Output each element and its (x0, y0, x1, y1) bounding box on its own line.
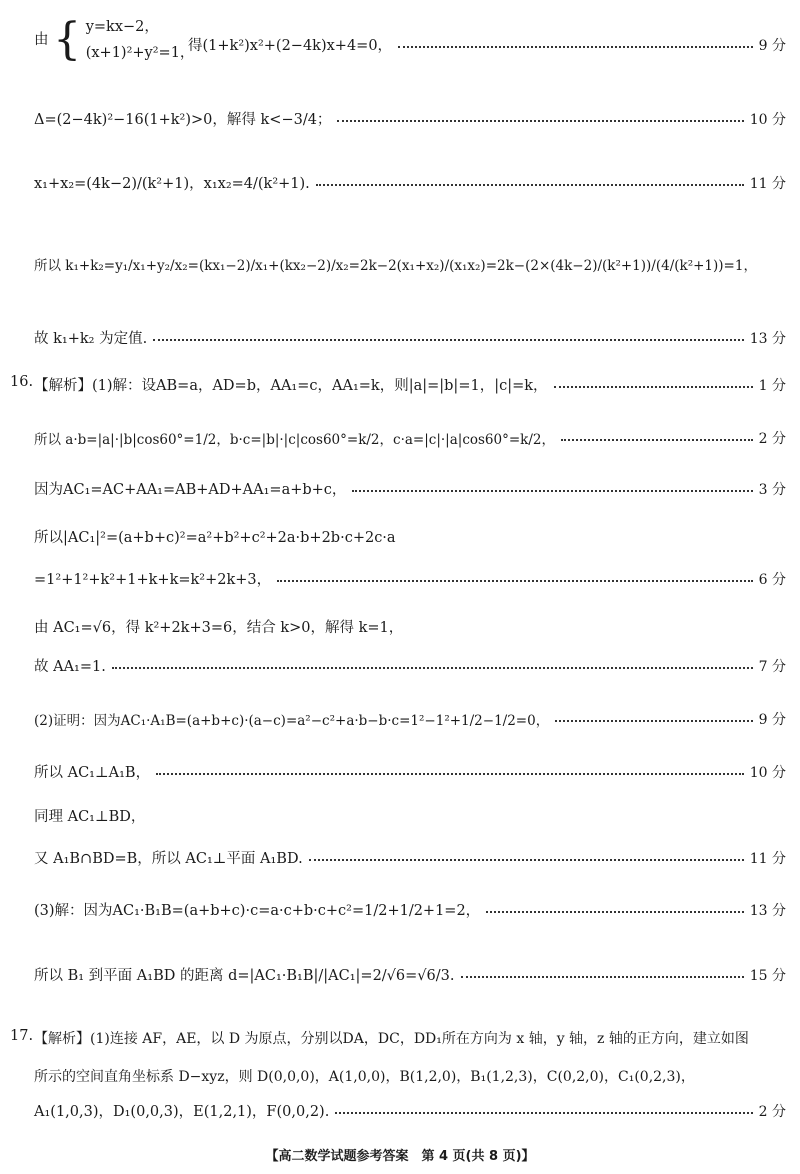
score-label: 2 分 (758, 431, 786, 447)
q17-line-3 (34, 1100, 786, 1121)
q16-line (34, 899, 786, 920)
brace-row-1: y=kx−2， (85, 19, 159, 35)
score-label: 9 分 (758, 37, 786, 54)
line-expression: 【解析】(1)解：设AB=a，AD=b，AA₁=c，AA₁=k，则|a|=|b|=1，|c|=k， (34, 378, 548, 394)
answer-line (34, 172, 786, 193)
leader-dots (554, 386, 753, 388)
line-expression: 得(1+k²)x²+(2−4k)x+4=0， (188, 38, 393, 54)
q16-line (34, 964, 786, 985)
equation-system (34, 14, 194, 66)
line-expression: Δ=(2−4k)²−16(1+k²)>0，解得 k<−3/4； (34, 112, 332, 128)
leader-dots (555, 720, 752, 722)
answer-line (34, 327, 786, 348)
score-label: 13 分 (749, 330, 786, 347)
brace-rows (86, 14, 195, 66)
score-label: 11 分 (749, 850, 786, 867)
q17-line-2: 所示的空间直角坐标系 D−xyz，则 D(0,0,0)，A(1,0,0)，B(1,2,0)，B₁(1,2,3)，C(0,2,0)，C₁(0,2,3)， (34, 1069, 695, 1085)
line-expression: 故 AA₁=1. (34, 659, 106, 675)
leader-dots (277, 580, 752, 582)
q16-line (34, 478, 786, 499)
leader-dots (561, 439, 753, 441)
question-number-17: 17. (10, 1028, 34, 1044)
leader-dots (335, 1112, 752, 1114)
q16-line: 所以|AC₁|²=(a+b+c)²=a²+b²+c²+2a·b+2b·c+2c·a (34, 530, 396, 546)
brace-row-2: (x+1)²+y²=1， (85, 45, 195, 61)
page-footer: 【高二数学试题参考答案 第 4 页(共 8 页)】 (265, 1149, 535, 1164)
leader-dots (352, 490, 752, 492)
line-expression: 所以 a·b=|a|·|b|cos60°=1/2，b·c=|b|·|c|cos60°=k/2，c·a=|c|·|a|cos60°=k/2， (34, 432, 555, 448)
line-expression: x₁+x₂=(4k−2)/(k²+1)，x₁x₂=4/(k²+1). (34, 176, 310, 192)
q16-line (34, 655, 786, 676)
score-label: 1 分 (758, 377, 786, 394)
leader-dots (112, 667, 753, 669)
line-expression: 又 A₁B∩BD=B，所以 AC₁⊥平面 A₁BD. (34, 851, 303, 867)
q16-line (34, 374, 786, 395)
q16-line (34, 709, 786, 729)
score-label: 10 分 (749, 764, 786, 781)
q16-line (34, 568, 786, 589)
line-expression: =1²+1²+k²+1+k+k=k²+2k+3， (34, 572, 272, 588)
q17-line-1: 【解析】(1)连接 AF，AE，以 D 为原点，分别以DA，DC，DD₁所在方向为 x 轴，y 轴，z 轴的正方向，建立如图 (34, 1031, 749, 1047)
answer-line (188, 34, 786, 55)
q16-line: 同理 AC₁⊥BD， (34, 809, 146, 825)
leader-dots (486, 911, 744, 913)
answer-line: 所以 k₁+k₂=y₁/x₁+y₂/x₂=(kx₁−2)/x₁+(kx₂−2)/x₂=2k−2(x₁+x₂)/(x₁x₂)=2k−(2×(4k−2)/(k²+1))/(4/(k²+1))=1， (34, 258, 757, 274)
q16-line (34, 847, 786, 868)
leader-dots (461, 976, 744, 978)
score-label: 15 分 (749, 967, 786, 984)
score-label: 7 分 (758, 658, 786, 675)
line-expression: 故 k₁+k₂ 为定值. (34, 331, 148, 347)
score-label: 2 分 (758, 1103, 786, 1120)
score-label: 9 分 (758, 712, 786, 728)
score-label: 6 分 (758, 571, 786, 588)
leader-dots (309, 859, 744, 861)
question-number-16: 16. (10, 374, 34, 390)
leader-dots (153, 339, 744, 341)
line-expression: (3)解：因为AC₁·B₁B=(a+b+c)·c=a·c+b·c+c²=1/2+1/2+1=2， (34, 903, 481, 919)
score-label: 3 分 (758, 481, 786, 498)
leader-dots (398, 46, 753, 48)
score-label: 11 分 (749, 175, 786, 192)
answer-line (34, 108, 786, 129)
q16-line (34, 428, 786, 448)
score-label: 10 分 (749, 111, 786, 128)
leader-dots (156, 773, 744, 775)
line-expression: (2)证明：因为AC₁·A₁B=(a+b+c)·(a−c)=a²−c²+a·b−b·c=1²−1²+1/2−1/2=0， (34, 713, 550, 729)
q16-line (34, 761, 786, 782)
leader-dots (337, 120, 743, 122)
score-label: 13 分 (749, 902, 786, 919)
leader-dots (316, 184, 744, 186)
line-expression: 所以 B₁ 到平面 A₁BD 的距离 d=|AC₁·B₁B|/|AC₁|=2/√6=√6/3. (34, 968, 455, 984)
prefix-text: 由 (34, 32, 49, 48)
line-expression: 因为AC₁=AC+AA₁=AB+AD+AA₁=a+b+c， (34, 482, 347, 498)
q16-line: 由 AC₁=√6，得 k²+2k+3=6，结合 k>0，解得 k=1， (34, 620, 404, 636)
line-expression: 所以 AC₁⊥A₁B， (34, 765, 151, 781)
brace-symbol: { (53, 14, 82, 65)
line-expression: A₁(1,0,3)，D₁(0,0,3)，E(1,2,1)，F(0,0,2). (34, 1104, 330, 1120)
